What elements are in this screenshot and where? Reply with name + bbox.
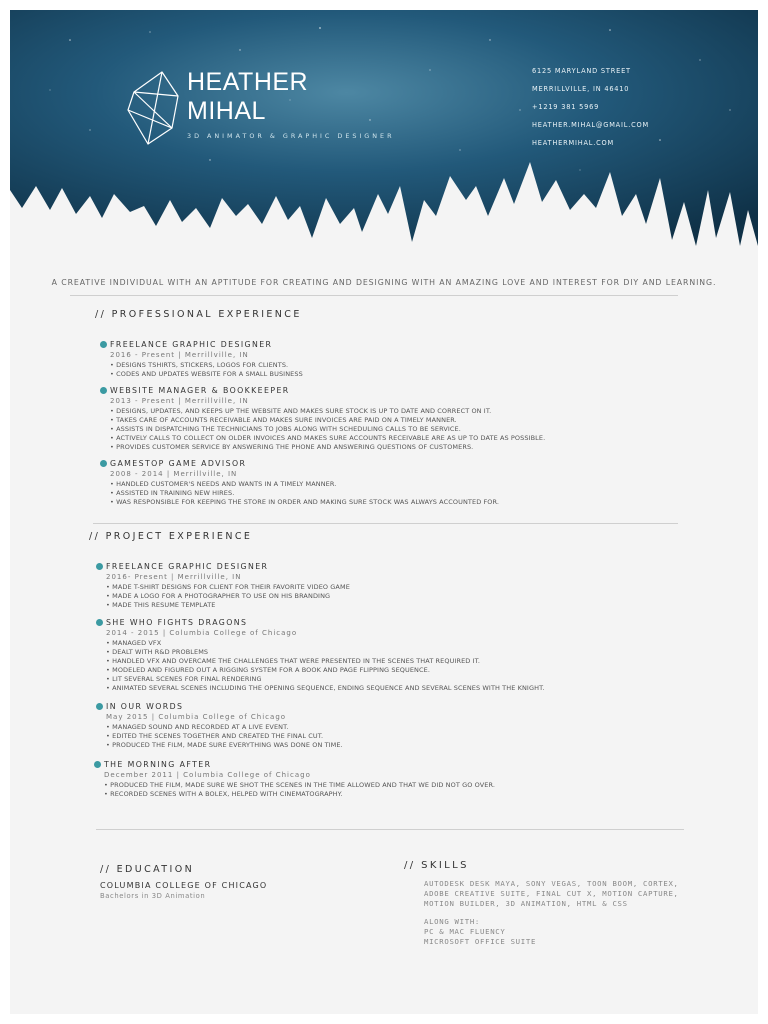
- bullet-item: • WAS RESPONSIBLE FOR KEEPING THE STORE IN ORDER AND MAKING SURE STOCK WAS ALWAYS ACCOUNTED FOR.: [110, 498, 499, 507]
- bullet-item: • ASSISTED IN TRAINING NEW HIRES.: [110, 489, 499, 498]
- entry-date: 2016 - Present | Merrillville, IN: [110, 351, 249, 359]
- bullet-item: • PRODUCED THE FILM, MADE SURE EVERYTHING WAS DONE ON TIME.: [106, 741, 343, 750]
- geometric-logo-icon: [126, 70, 180, 146]
- entry-bullets: [110, 361, 303, 379]
- project-entry: [106, 618, 545, 693]
- entry-bullets: [106, 639, 545, 693]
- experience-entry: [110, 386, 545, 452]
- bullet-item: • EDITED THE SCENES TOGETHER AND CREATED THE FINAL CUT.: [106, 732, 343, 741]
- first-name: HEATHER: [187, 68, 309, 96]
- contact-website[interactable]: HEATHERMIHAL.COM: [532, 139, 615, 147]
- bullet-item: • CODES AND UPDATES WEBSITE FOR A SMALL BUSINESS: [110, 370, 303, 379]
- divider: [93, 523, 678, 524]
- entry-bullets: [110, 480, 499, 507]
- last-name: MIHAL: [187, 97, 266, 125]
- entry-date: 2013 - Present | Merrillville, IN: [110, 397, 249, 405]
- entry-date: May 2015 | Columbia College of Chicago: [106, 713, 287, 721]
- bullet-item: • TAKES CARE OF ACCOUNTS RECEIVABLE AND MAKES SURE INVOICES ARE PAID ON A TIMELY MANNER.: [110, 416, 545, 425]
- bullet-dot-icon: [96, 563, 103, 570]
- applicant-name: [187, 68, 308, 126]
- bullet-item: • ASSISTS IN DISPATCHING THE TECHNICIANS TO JOBS ALONG WITH SCHEDULING CALLS TO BE SERVICE.: [110, 425, 545, 434]
- bullet-item: • MANAGED VFX: [106, 639, 545, 648]
- bullet-dot-icon: [96, 619, 103, 626]
- skills-line: MICROSOFT OFFICE SUITE: [424, 936, 537, 946]
- entry-title-text: THE MORNING AFTER: [104, 760, 212, 769]
- education-school: COLUMBIA COLLEGE OF CHICAGO: [100, 881, 268, 890]
- contact-phone[interactable]: +1219 381 5969: [532, 103, 600, 111]
- entry-title-text: GAMESTOP GAME ADVISOR: [110, 459, 247, 468]
- entry-title: [106, 618, 545, 628]
- skills-heading: // SKILLS: [404, 860, 469, 871]
- bullet-item: • PRODUCED THE FILM, MADE SURE WE SHOT THE SCENES IN THE TIME ALLOWED AND THAT WE DID NOT GO OVER.: [104, 781, 495, 790]
- bullet-item: • ANIMATED SEVERAL SCENES INCLUDING THE OPENING SEQUENCE, ENDING SEQUENCE AND SEVERAL SCENES WITH THE KNIGHT.: [106, 684, 545, 693]
- contact-block: [532, 67, 649, 157]
- bullet-item: • MADE THIS RESUME TEMPLATE: [106, 601, 350, 610]
- bullet-item: • MODELED AND FIGURED OUT A RIGGING SYSTEM FOR A BOOK AND PAGE FLIPPING SEQUENCE.: [106, 666, 545, 675]
- bullet-item: • HANDLED VFX AND OVERCAME THE CHALLENGES THAT WERE PRESENTED IN THE SCENES THAT REQUIRED IT.: [106, 657, 545, 666]
- entry-title-text: WEBSITE MANAGER & BOOKKEEPER: [110, 386, 290, 395]
- experience-entry: [110, 459, 499, 507]
- bullet-item: • MADE A LOGO FOR A PHOTOGRAPHER TO USE ON HIS BRANDING: [106, 592, 350, 601]
- bullet-item: • PROVIDES CUSTOMER SERVICE BY ANSWERING THE PHONE AND ANSWERING QUESTIONS OF CUSTOMERS.: [110, 443, 545, 452]
- resume-page: [10, 10, 758, 1014]
- entry-title: [106, 702, 343, 712]
- project-entry: [104, 760, 495, 799]
- contact-address-city: MERRILLVILLE, IN 46410: [532, 85, 630, 93]
- tagline: 3D ANIMATOR & GRAPHIC DESIGNER: [187, 132, 395, 140]
- divider: [70, 295, 678, 296]
- skills-line: MOTION BUILDER, 3D ANIMATION, HTML & CSS: [424, 898, 628, 908]
- contact-address-street: 6125 MARYLAND STREET: [532, 67, 631, 75]
- bullet-dot-icon: [94, 761, 101, 768]
- experience-entry: [110, 340, 303, 379]
- entry-date: 2016- Present | Merrillville, IN: [106, 573, 242, 581]
- entry-date: 2014 - 2015 | Columbia College of Chicago: [106, 629, 298, 637]
- bullet-dot-icon: [100, 460, 107, 467]
- entry-title-text: FREELANCE GRAPHIC DESIGNER: [106, 562, 269, 571]
- bullet-item: • DESIGNS, UPDATES, AND KEEPS UP THE WEBSITE AND MAKES SURE STOCK IS UP TO DATE AND CORRECT ON IT.: [110, 407, 545, 416]
- skills-also-label: ALONG WITH:: [424, 917, 481, 927]
- entry-title: [106, 562, 350, 572]
- intro-statement: A CREATIVE INDIVIDUAL WITH AN APTITUDE FOR CREATING AND DESIGNING WITH AN AMAZING LOVE AND INTEREST FOR DIY AND LEARNING.: [51, 278, 717, 287]
- skills-line: AUTODESK DESK MAYA, SONY VEGAS, TOON BOOM, CORTEX,: [424, 879, 679, 888]
- skills-line: ADOBE CREATIVE SUITE, FINAL CUT X, MOTION CAPTURE,: [424, 888, 679, 898]
- spacer: [424, 908, 679, 917]
- entry-title: [110, 340, 303, 350]
- project-entry: [106, 702, 343, 750]
- bullet-item: • MADE T-SHIRT DESIGNS FOR CLIENT FOR THEIR FAVORITE VIDEO GAME: [106, 583, 350, 592]
- professional-experience-heading: // PROFESSIONAL EXPERIENCE: [95, 309, 302, 320]
- bullet-item: • DEALT WITH R&D PROBLEMS: [106, 648, 545, 657]
- bullet-item: • ACTIVELY CALLS TO COLLECT ON OLDER INVOICES AND MAKES SURE ACCOUNTS RECEIVABLE ARE AS UP TO DATE AS POSSIBLE.: [110, 434, 545, 443]
- education-heading: // EDUCATION: [100, 864, 195, 875]
- project-entry: [106, 562, 350, 610]
- entry-date: December 2011 | Columbia College of Chicago: [104, 771, 311, 779]
- entry-title: [104, 760, 495, 770]
- entry-title-text: IN OUR WORDS: [106, 702, 184, 711]
- skills-line: PC & MAC FLUENCY: [424, 927, 506, 937]
- bullet-item: • DESIGNS TSHIRTS, STICKERS, LOGOS FOR CLIENTS.: [110, 361, 303, 370]
- entry-title: [110, 459, 499, 469]
- entry-bullets: [104, 781, 495, 799]
- bullet-dot-icon: [100, 387, 107, 394]
- divider: [96, 829, 684, 830]
- bullet-item: • LIT SEVERAL SCENES FOR FINAL RENDERING: [106, 675, 545, 684]
- entry-title-text: FREELANCE GRAPHIC DESIGNER: [110, 340, 273, 349]
- entry-bullets: [110, 407, 545, 452]
- bullet-dot-icon: [100, 341, 107, 348]
- entry-bullets: [106, 583, 350, 610]
- education-degree: Bachelors in 3D Animation: [100, 892, 206, 900]
- bullet-item: • RECORDED SCENES WITH A BOLEX, HELPED WITH CINEMATOGRAPHY.: [104, 790, 495, 799]
- bullet-dot-icon: [96, 703, 103, 710]
- entry-title: [110, 386, 545, 396]
- entry-date: 2008 - 2014 | Merrillville, IN: [110, 470, 238, 478]
- bullet-item: • HANDLED CUSTOMER'S NEEDS AND WANTS IN A TIMELY MANNER.: [110, 480, 499, 489]
- entry-title-text: SHE WHO FIGHTS DRAGONS: [106, 618, 248, 627]
- entry-bullets: [106, 723, 343, 750]
- skills-list: [424, 879, 679, 947]
- project-experience-heading: // PROJECT EXPERIENCE: [89, 531, 253, 542]
- bullet-item: • MANAGED SOUND AND RECORDED AT A LIVE EVENT.: [106, 723, 343, 732]
- contact-email[interactable]: HEATHER.MIHAL@GMAIL.COM: [532, 121, 649, 129]
